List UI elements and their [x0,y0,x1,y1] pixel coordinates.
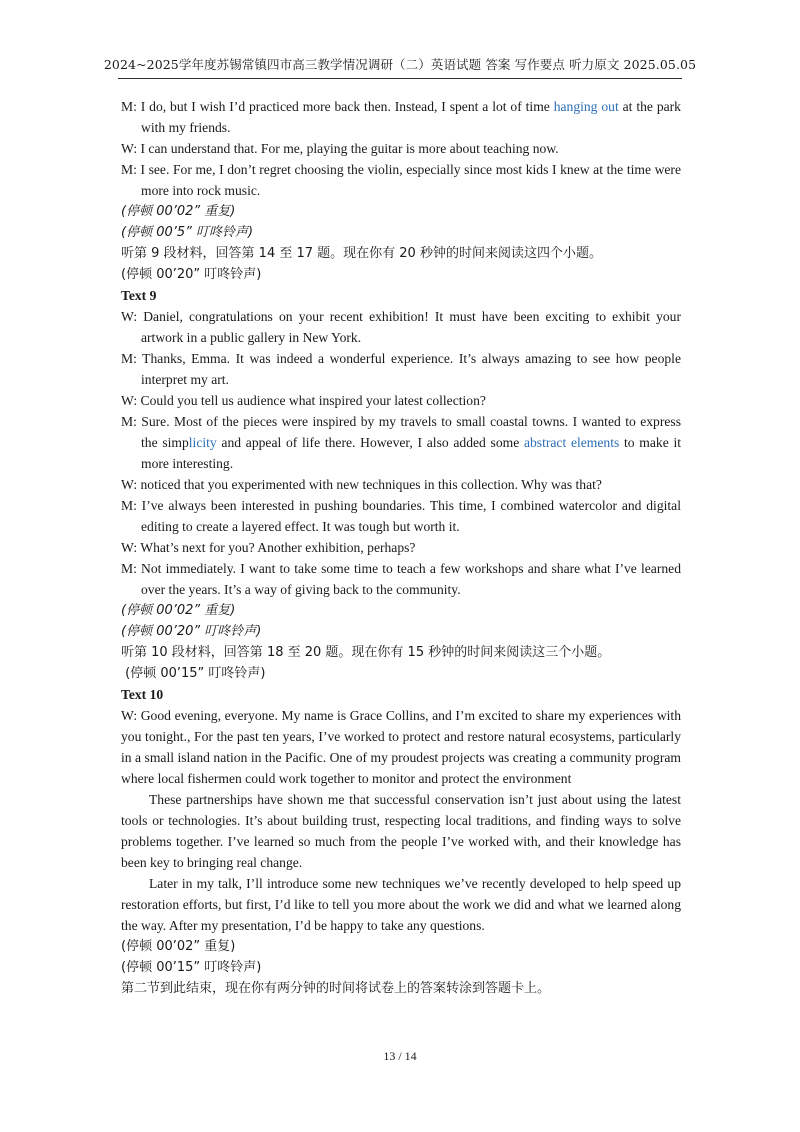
pause-instruction: (停顿 00’15” 叮咚铃声) [121,666,266,681]
section-instruction: 听第 10 段材料，回答第 18 至 20 题。现在你有 15 秒钟的时间来阅读这三个小题。 [121,645,611,660]
dialogue-line: M: Thanks, Emma. It was indeed a wonderful experience. It’s always amazing to see how people interpret my art. [121,351,681,387]
dialogue-line: W: Daniel, congratulations on your recent exhibition! It must have been exciting to exhibit your artwork in a public gallery in New York. [121,309,681,345]
line-text: and appeal of life there. However, I also added some [216,435,524,450]
pause-instruction: (停顿 00’20” 叮咚铃声) [121,624,262,639]
dialogue-line [121,411,681,474]
dialogue-line: M: I’ve always been interested in pushing boundaries. This time, I combined watercolor and digital editing to create a layered effect. It was tough but worth it. [121,498,681,534]
dialogue-line [121,96,681,138]
dialogue-line: W: What’s next for you? Another exhibition, perhaps? [121,540,416,555]
text-heading: Text 10 [121,687,164,702]
header-divider [118,78,682,79]
highlighted-phrase: hanging out [553,99,619,114]
document-body [121,96,681,999]
pause-instruction: (停顿 00’02” 重复) [121,603,236,618]
pause-instruction: (停顿 00’15” 叮咚铃声) [121,960,262,975]
pause-instruction: (停顿 00’02” 重复) [121,204,236,219]
line-text: M: Sure. Most of the pieces were inspired by my travels to small coastal towns. I wanted to express the simp [121,414,681,450]
text-heading: Text 9 [121,288,157,303]
dialogue-line: W: noticed that you experimented with new techniques in this collection. Why was that? [121,477,602,492]
dialogue-line: M: I see. For me, I don’t regret choosing the violin, especially since most kids I knew at the time were more into rock music. [121,162,681,198]
monologue-paragraph: These partnerships have shown me that successful conservation isn’t just about using the latest tools or technologies. It’s about building trust, respecting local traditions, and finding ways to solve problems together. I’ve learned so much from the people I’ve worked with, and their knowledge has been key to bringing real change. [121,792,681,870]
dialogue-line: W: I can understand that. For me, playing the guitar is more about teaching now. [121,141,559,156]
line-text: at the park with my friends. [141,99,681,135]
dialogue-line: M: Not immediately. I want to take some time to teach a few workshops and share what I’ve learned over the years. It’s a way of giving back to the community. [121,561,681,597]
pause-instruction: (停顿 00’5” 叮咚铃声) [121,225,254,240]
monologue-paragraph: Later in my talk, I’ll introduce some new techniques we’ve recently developed to help speed up restoration efforts, but first, I’d like to tell you more about the work we did and what we learned along the way. After my presentation, I’d be happy to take any questions. [121,876,681,933]
line-text: M: I do, but I wish I’d practiced more back then. Instead, I spent a lot of time [121,99,554,114]
dialogue-line: W: Could you tell us audience what inspired your latest collection? [121,393,486,408]
page-header: 2024~2025学年度苏锡常镇四市高三教学情况调研（二）英语试题 答案 写作要点 听力原文 2025.05.05 [103,57,697,72]
line-text: to make it more interesting. [141,435,681,471]
pause-instruction: (停顿 00’02” 重复) [121,939,236,954]
highlighted-phrase: abstract elements [523,435,620,450]
section-instruction: 听第 9 段材料，回答第 14 至 17 题。现在你有 20 秒钟的时间来阅读这四个小题。 [121,246,602,261]
page-number: 13 / 14 [383,1049,417,1063]
pause-instruction: (停顿 00’20” 叮咚铃声) [121,267,262,282]
section-instruction: 第二节到此结束，现在你有两分钟的时间将试卷上的答案转涂到答题卡上。 [121,981,551,996]
highlighted-phrase: licity [188,435,217,450]
monologue-paragraph: W: Good evening, everyone. My name is Grace Collins, and I’m excited to share my experiences with you tonight., For the past ten years, I’ve worked to protect and restore natural ecosystems, particularly in a small island nation in the Pacific. One of my proudest projects was creating a community program where local fishermen could work together to monitor and protect the environment [121,708,681,786]
